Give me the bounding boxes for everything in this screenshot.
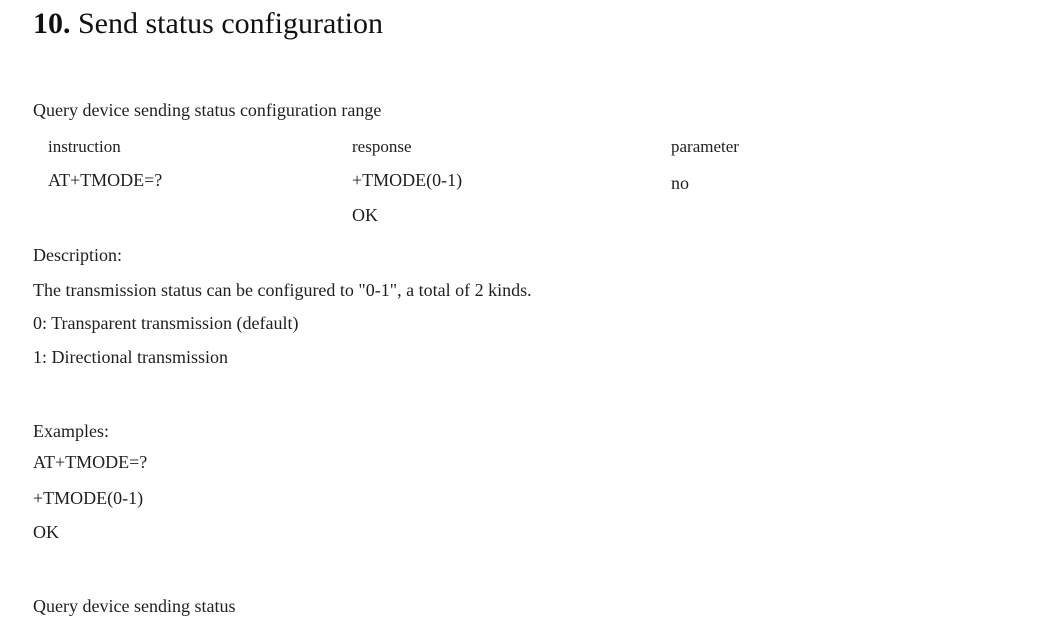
table-header-instruction: instruction [48, 137, 121, 156]
table-header-response: response [352, 137, 412, 156]
description-line: The transmission status can be configured to "0-1", a total of 2 kinds. [33, 280, 532, 300]
section-number: 10. [33, 7, 71, 40]
table-cell-parameter: no [671, 173, 689, 193]
description-label: Description: [33, 245, 122, 265]
table-cell-response-line: +TMODE(0-1) [352, 170, 463, 190]
example-line: AT+TMODE=? [33, 452, 148, 472]
description-line: 1: Directional transmission [33, 347, 228, 367]
section-title: Send status configuration [78, 7, 383, 40]
section-heading [33, 4, 383, 44]
example-line: +TMODE(0-1) [33, 488, 144, 508]
example-line: OK [33, 522, 59, 542]
table-cell-instruction: AT+TMODE=? [48, 170, 163, 190]
query-status-heading: Query device sending status [33, 596, 236, 616]
query-range-heading: Query device sending status configuration range [33, 100, 382, 120]
description-line: 0: Transparent transmission (default) [33, 313, 299, 333]
table-cell-response-line: OK [352, 205, 378, 225]
examples-label: Examples: [33, 421, 109, 441]
table-header-parameter: parameter [671, 137, 739, 156]
